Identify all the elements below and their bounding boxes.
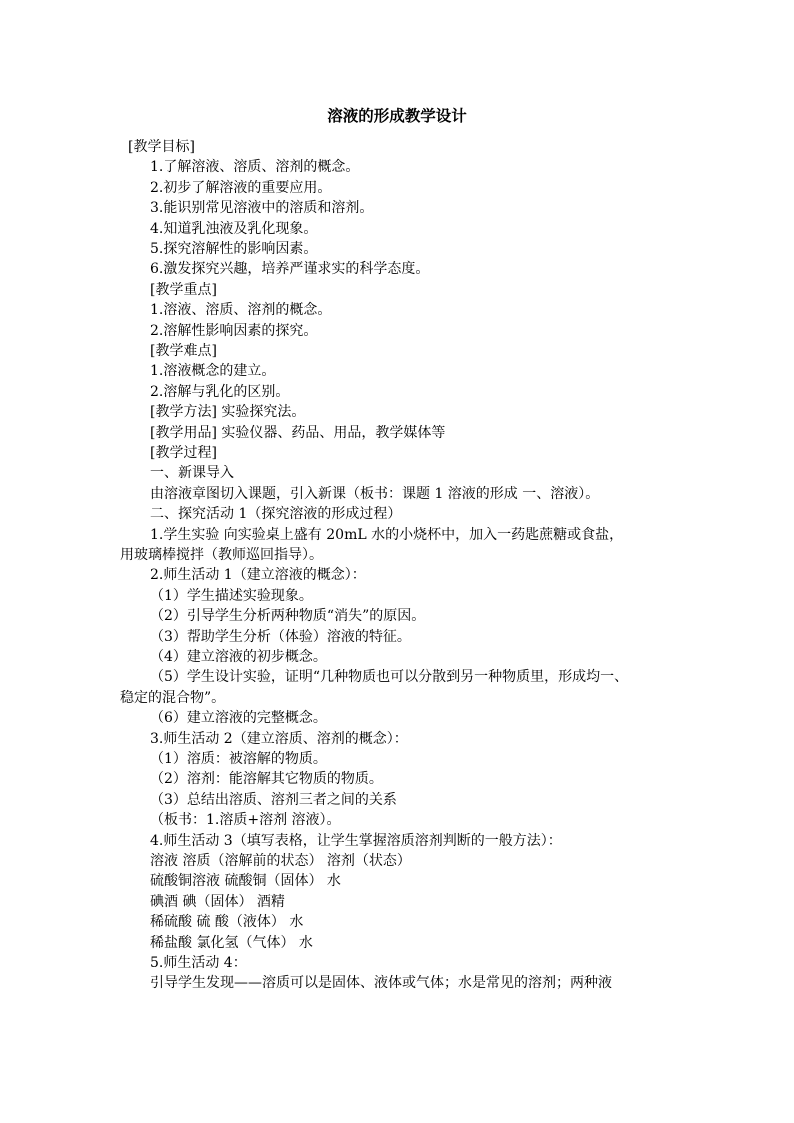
table-row: 稀硫酸 硫 酸（液体） 水 — [150, 914, 304, 931]
table-row: 稀盐酸 氯化氢（气体） 水 — [150, 934, 313, 951]
text-line: 5.师生活动 4： — [150, 955, 247, 971]
text-line: 3.能识别常见溶液中的溶质和溶剂。 — [150, 200, 374, 217]
text-line: 4.师生活动 3（填写表格，让学生掌握溶质溶剂判断的一般方法）： — [150, 832, 562, 849]
text-line: （板书：1.溶质+溶剂 溶液）。 — [150, 812, 341, 829]
text-line: 1.学生实验 向实验桌上盛有 20mL 水的小烧杯中，加入一药匙蔗糖或食盐， — [150, 526, 624, 543]
section-heading-objectives: [教学目标] — [128, 139, 195, 155]
section-heading-process: [教学过程] — [150, 445, 217, 461]
text-line: 2.师生活动 1（建立溶液的概念）： — [150, 567, 366, 584]
text-line: 1.溶液、溶质、溶剂的概念。 — [150, 302, 332, 319]
table-header-row: 溶液 溶质（溶解前的状态） 溶剂（状态） — [150, 853, 411, 869]
section-heading-key-points: [教学重点] — [150, 281, 217, 298]
text-line: 1.溶液概念的建立。 — [150, 363, 276, 380]
text-line: （2）溶剂：能溶解其它物质的物质。 — [150, 771, 383, 788]
text-line: （3）总结出溶质、溶剂三者之间的关系 — [150, 791, 397, 808]
text-line: （6）建立溶液的完整概念。 — [150, 710, 327, 727]
text-line: 6.激发探究兴趣，培养严谨求实的科学态度。 — [150, 261, 430, 278]
text-line: （3）帮助学生分析（体验）溶液的特征。 — [150, 628, 411, 645]
text-line: （5）学生设计实验，证明“几种物质也可以分散到另一种物质里，形成均一、 — [150, 669, 629, 686]
text-line: （2）引导学生分析两种物质“消失”的原因。 — [150, 608, 426, 625]
page-title: 溶液的形成教学设计 — [327, 106, 467, 125]
table-row: 碘酒 碘（固体） 酒精 — [150, 893, 285, 910]
text-line: 由溶液章图切入课题，引入新课（板书：课题 1 溶液的形成 一、溶液）。 — [150, 485, 600, 502]
text-line: 稳定的混合物”。 — [120, 689, 226, 706]
text-line: （1）学生描述实验现象。 — [150, 587, 313, 604]
text-line: 4.知道乳浊液及乳化现象。 — [150, 220, 318, 237]
text-line: 2.初步了解溶液的重要应用。 — [150, 179, 332, 196]
text-line: 5.探究溶解性的影响因素。 — [150, 241, 318, 257]
section-heading-methods: [教学方法] 实验探究法。 — [150, 404, 306, 421]
text-line: （1）溶质：被溶解的物质。 — [150, 751, 327, 767]
section-heading-materials: [教学用品] 实验仪器、药品、用品，教学媒体等 — [150, 424, 446, 441]
text-line: 2.溶解与乳化的区别。 — [150, 383, 290, 400]
text-line: 二、探究活动 1（探究溶液的形成过程） — [150, 506, 402, 523]
text-line: 1.了解溶液、溶质、溶剂的概念。 — [150, 159, 360, 176]
table-row: 硫酸铜溶液 硫酸铜（固体） 水 — [150, 873, 341, 890]
text-line: （4）建立溶液的初步概念。 — [150, 649, 327, 665]
section-heading-difficulties: [教学难点] — [150, 343, 217, 359]
text-line: 用玻璃棒搅拌（教师巡回指导）。 — [120, 547, 323, 563]
text-line: 2.溶解性影响因素的探究。 — [150, 322, 318, 339]
text-line: 一、新课导入 — [150, 465, 234, 482]
text-line: 3.师生活动 2（建立溶质、溶剂的概念）： — [150, 730, 408, 747]
text-line: 引导学生发现——溶质可以是固体、液体或气体；水是常见的溶剂；两种液 — [150, 975, 612, 992]
